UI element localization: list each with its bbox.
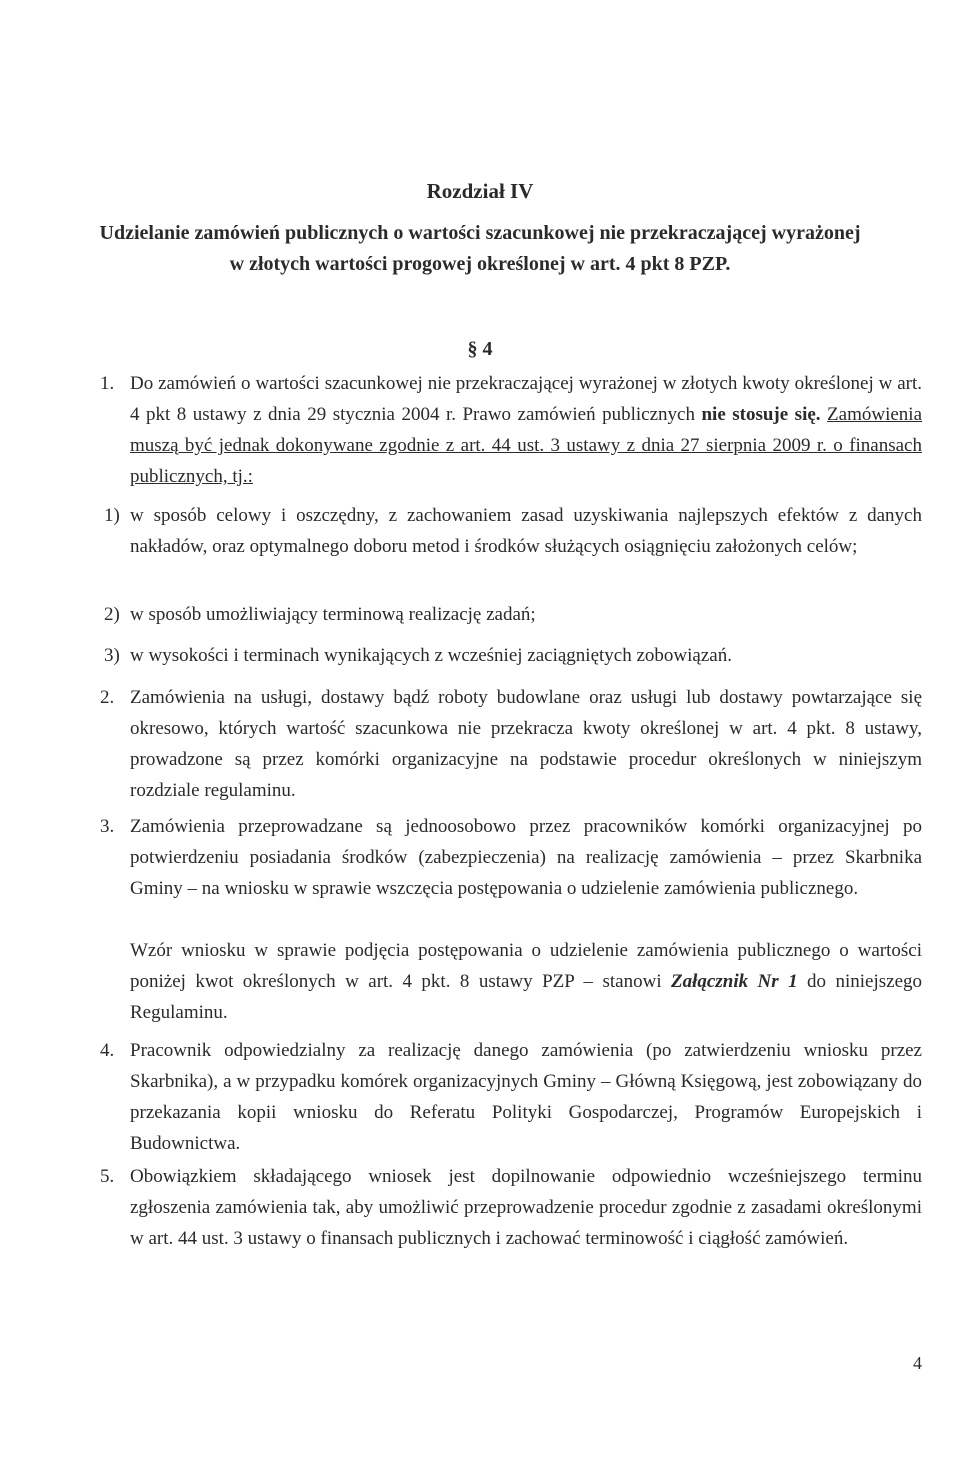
paragraph-number: 1. xyxy=(100,373,115,394)
paragraph-text xyxy=(130,368,922,492)
page-number: 4 xyxy=(913,1353,922,1373)
paragraph-text-part: Wzór wniosku w sprawie podjęcia postępowania o udzielenie zamówienia publicznego o wartości poniżej kwot określonych w art. 4 pkt. 8 ustawy PZP – stanowi xyxy=(130,940,922,992)
paragraph-number: 4. xyxy=(100,1040,115,1061)
underlined-phrase: Zamówienia muszą być jednak dokonywane zgodnie z art. 44 ust. 3 ustawy z dnia 27 sierpnia 2009 r. o finansach publicznych, tj.: xyxy=(130,404,923,487)
chapter-heading: Rozdział IV xyxy=(426,179,534,203)
chapter-title-line-1: Udzielanie zamówień publicznych o wartości szacunkowej nie przekraczającej wyrażonej xyxy=(99,222,861,244)
sub-item-number: 3) xyxy=(104,645,120,666)
paragraph-text-part: do niniejszego Regulaminu. xyxy=(130,971,922,1023)
chapter-title-line-2: w złotych wartości progowej określonej w art. 4 pkt 8 PZP. xyxy=(229,253,731,275)
bold-phrase: nie stosuje się. xyxy=(701,404,821,425)
chapter-title xyxy=(0,218,960,280)
paragraph-text-part: Do zamówień o wartości szacunkowej nie przekraczającej wyrażonej w złotych kwoty określonej w art. 4 pkt 8 ustawy z dnia 29 stycznia 2004 r. Prawo zamówień publicznych xyxy=(130,373,922,425)
paragraph-number: 2. xyxy=(100,687,115,708)
sub-item-text: w wysokości i terminach wynikających z wcześniej zaciągniętych zobowiązań. xyxy=(130,645,732,666)
sub-item-text: w sposób umożliwiający terminową realizację zadań; xyxy=(130,604,536,625)
sub-item-number: 2) xyxy=(104,604,120,625)
paragraph-text: Pracownik odpowiedzialny za realizację danego zamówienia (po zatwierdzeniu wniosku przez Skarbnika), a w przypadku komórek organizacyjnych Gminy – Główną Księgową, jest zobowiązany do przekazania kopii wniosku do Referatu Polityki Gospodarczej, Programów Europejskich i Budownictwa. xyxy=(130,1040,922,1154)
paragraph-number: 5. xyxy=(100,1166,115,1187)
paragraph-text: Zamówienia na usługi, dostawy bądź roboty budowlane oraz usługi lub dostawy powtarzające się okresowo, których wartość szacunkowa nie przekracza kwoty określonej w art. 4 pkt. 8 ustawy, prowadzone są przez komórki organizacyjne na podstawie procedur określonych w niniejszym rozdziale regulaminu. xyxy=(130,687,922,801)
section-mark: § 4 xyxy=(467,338,493,360)
sub-item-number: 1) xyxy=(104,505,120,526)
paragraph-number: 3. xyxy=(100,816,115,837)
paragraph-text: Obowiązkiem składającego wniosek jest dopilnowanie odpowiednio wcześniejszego terminu zgłoszenia zamówienia tak, aby umożliwić przeprowadzenie procedur zgodnie z zasadami określonymi w art. 44 ust. 3 ustawy o finansach publicznych i zachować terminowość i ciągłość zamówień. xyxy=(130,1166,922,1249)
paragraph-text: Zamówienia przeprowadzane są jednoosobowo przez pracowników komórki organizacyjnej po potwierdzeniu posiadania środków (zabezpieczenia) na realizację zamówienia – przez Skarbnika Gminy – na wniosku w sprawie wszczęcia postępowania o udzielenie zamówienia publicznego. xyxy=(130,816,922,899)
paragraph-text xyxy=(130,935,922,1028)
attachment-reference: Załącznik Nr 1 xyxy=(671,971,798,992)
sub-item-text: w sposób celowy i oszczędny, z zachowaniem zasad uzyskiwania najlepszych efektów z danych nakładów, oraz optymalnego doboru metod i środków służących osiągnięciu założonych celów; xyxy=(130,505,922,557)
